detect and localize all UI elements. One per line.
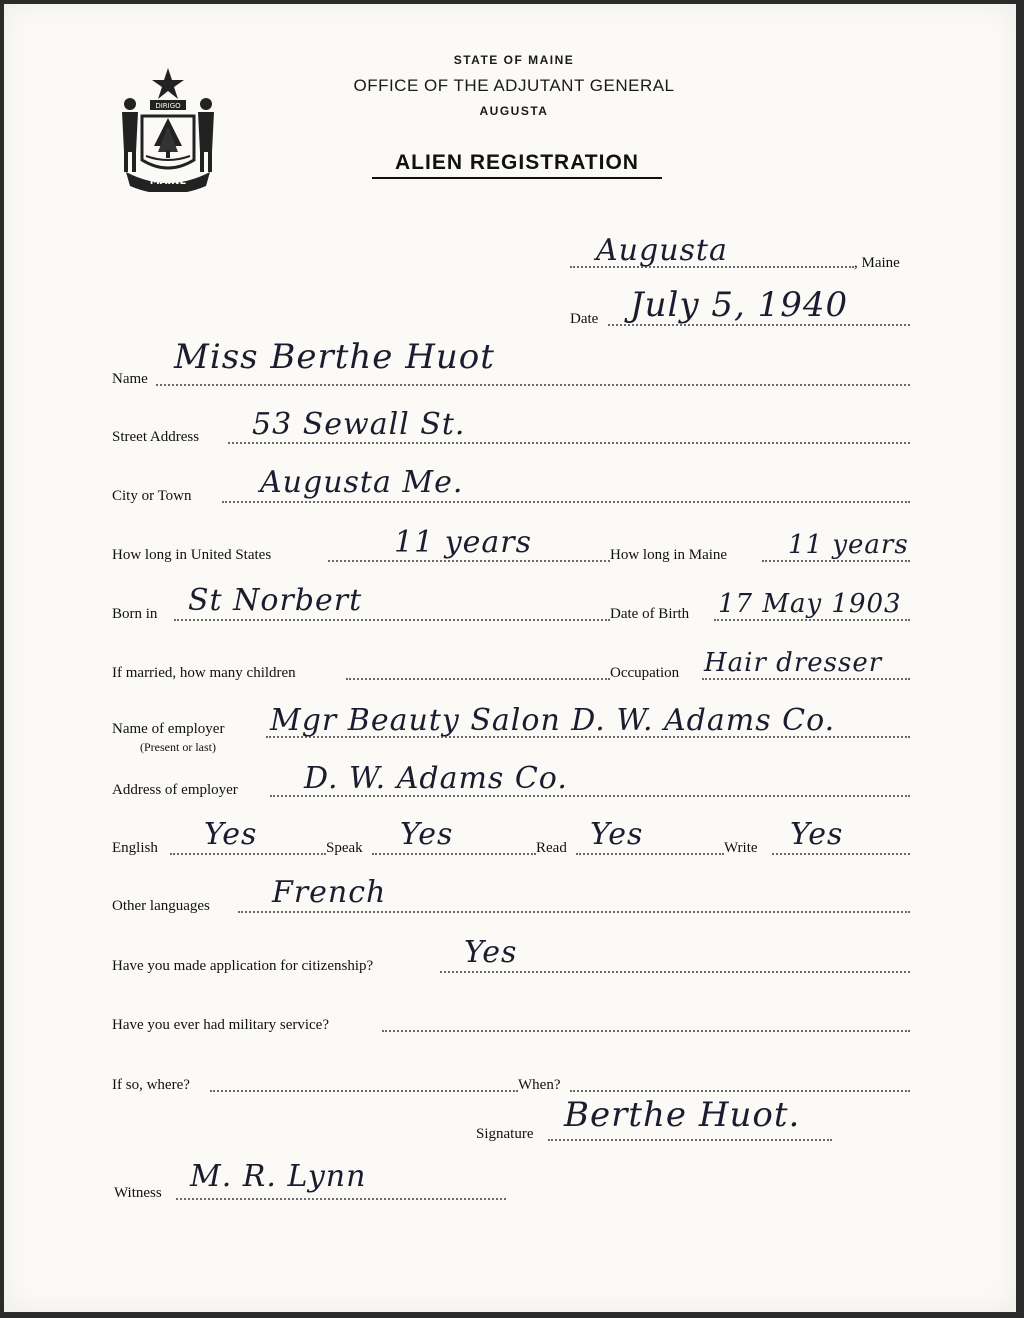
read-line	[576, 853, 724, 855]
born-in-value: St Norbert	[188, 583, 363, 618]
date-of-birth-label: Date of Birth	[610, 606, 690, 622]
children-line	[346, 678, 610, 680]
citizenship-label: Have you made application for citizenship?	[112, 958, 374, 974]
children-label: If married, how many children	[112, 665, 296, 681]
employer-address-label: Address of employer	[112, 782, 238, 798]
header-state: STATE OF MAINE	[453, 53, 575, 67]
employer-address-value: D. W. Adams Co.	[304, 761, 568, 796]
name-label: Name	[112, 371, 148, 387]
how-long-us-label: How long in United States	[112, 547, 272, 563]
signature-label: Signature	[476, 1126, 534, 1142]
witness-value: M. R. Lynn	[190, 1159, 367, 1194]
city-town-label: City or Town	[112, 488, 192, 504]
header-city: AUGUSTA	[479, 104, 549, 118]
speak-label: Speak	[326, 840, 363, 856]
form-title: ALIEN REGISTRATION	[372, 151, 662, 179]
seal-banner: MAINE	[149, 176, 187, 187]
how-long-maine-value: 11 years	[788, 530, 909, 560]
date-of-birth-value: 17 May 1903	[718, 589, 902, 619]
born-in-label: Born in	[112, 606, 158, 622]
occupation-label: Occupation	[610, 665, 680, 681]
witness-label: Witness	[114, 1185, 162, 1201]
citizenship-line	[440, 971, 910, 973]
english-value: Yes	[204, 817, 258, 852]
write-value: Yes	[790, 817, 844, 852]
occupation-value: Hair dresser	[704, 648, 883, 678]
seal-motto: DIRIGO	[155, 102, 181, 110]
date-label: Date	[570, 311, 599, 327]
signature-value: Berthe Huot.	[564, 1095, 801, 1135]
maine-label: , Maine	[854, 255, 900, 271]
military-label: Have you ever had military service?	[112, 1017, 329, 1033]
read-label: Read	[536, 840, 567, 856]
name-value: Miss Berthe Huot	[174, 337, 495, 377]
signature-line	[548, 1139, 832, 1141]
how-long-us-line	[328, 560, 610, 562]
citizenship-value: Yes	[464, 935, 518, 970]
employer-sub-label: (Present or last)	[140, 740, 216, 754]
english-line	[170, 853, 326, 855]
how-long-us-value: 11 years	[394, 525, 533, 560]
speak-line	[372, 853, 536, 855]
street-address-value: 53 Sewall St.	[252, 407, 466, 442]
registration-form	[4, 4, 1016, 1312]
born-in-line	[174, 619, 610, 621]
state-seal-icon	[112, 60, 224, 192]
how-long-maine-label: How long in Maine	[610, 547, 728, 563]
name-line	[156, 384, 910, 386]
if-so-where-line	[210, 1090, 518, 1092]
city-town-line	[222, 501, 910, 503]
when-line	[570, 1090, 910, 1092]
employer-name-label: Name of employer	[112, 721, 225, 737]
street-address-label: Street Address	[112, 429, 200, 445]
street-address-line	[228, 442, 910, 444]
date-value: July 5, 1940	[630, 285, 849, 325]
military-line	[382, 1030, 910, 1032]
write-line	[772, 853, 910, 855]
employer-name-value: Mgr Beauty Salon D. W. Adams Co.	[270, 703, 836, 738]
other-languages-value: French	[272, 875, 387, 910]
read-value: Yes	[590, 817, 644, 852]
other-languages-line	[238, 911, 910, 913]
when-label: When?	[518, 1077, 561, 1093]
english-label: English	[112, 840, 158, 856]
place-value: Augusta	[596, 233, 728, 268]
witness-line	[176, 1198, 506, 1200]
header-office: OFFICE OF THE ADJUTANT GENERAL	[353, 76, 675, 95]
write-label: Write	[724, 840, 758, 856]
speak-value: Yes	[400, 817, 454, 852]
other-languages-label: Other languages	[112, 898, 210, 914]
if-so-where-label: If so, where?	[112, 1077, 190, 1093]
city-town-value: Augusta Me.	[260, 465, 464, 500]
